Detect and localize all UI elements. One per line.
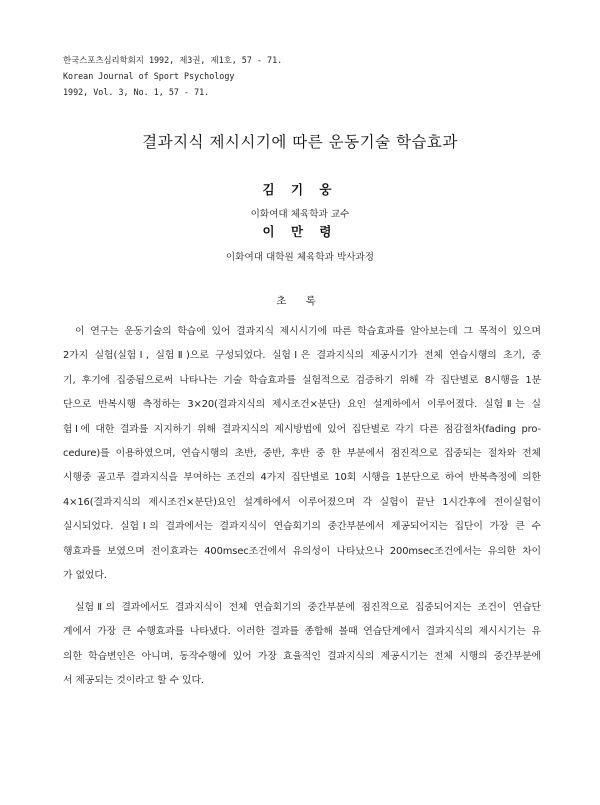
abstract-line: cedure)를 이용하였으며, 연습시행의 초반, 중반, 후반 중 한 부분에서 점진적으로 집중되는 절차와 전체: [63, 447, 541, 459]
author-name-1: 김 기 웅: [262, 182, 338, 197]
abstract-line: 의한 학습변인은 아니며, 동작수행에 있어 가장 효율적인 결과지식의 제공시기는 전체 시행의 중간부분에: [63, 650, 541, 662]
author-affiliation-1: 이화여대 체육학과 교수: [250, 209, 350, 220]
abstract-line: 2가지 실험(실험Ⅰ, 실험Ⅱ)으로 구성되었다. 실험Ⅰ은 결과지식의 제공시기가 전체 연습시행의 초기, 중: [63, 350, 541, 362]
abstract-paragraph-1: [63, 320, 541, 588]
abstract-line: 실시되었다. 실험Ⅰ의 결과에서는 결과지식이 연습회기의 중간부분에서 제공되어지는 집단이 가장 큰 수: [63, 521, 541, 533]
abstract-line: 험Ⅰ에 대한 결과를 지지하기 위해 결과지식의 제시방법에 있어 집단별로 각기 다른 점감절차(fading pro-: [63, 423, 541, 435]
journal-header: [63, 52, 282, 100]
journal-name-english: Korean Journal of Sport Psychology: [63, 71, 235, 81]
journal-citation-korean: 한국스포츠심리학회지 1992, 제3권, 제1호, 57 - 71.: [63, 55, 283, 65]
abstract-line: 시행중 골고루 결과지식을 부여하는 조건의 4가지 집단별로 10회 시행을 1분단으로 하여 반복측정에 의한: [63, 472, 541, 484]
journal-citation-english: 1992, Vol. 3, No. 1, 57 - 71.: [63, 87, 210, 97]
paper-title: 결과지식 제시시기에 따른 운동기술 학습효과: [142, 133, 458, 151]
abstract-line: 기, 후기에 집중됨으로써 나타나는 기술 학습효과를 실험적으로 검증하기 위해 각 집단별로 8시행을 1분: [63, 374, 541, 386]
abstract-line: 단으로 반복시행 측정하는 3×20(결과지식의 제시조건×분단) 요인 설계하에서 이루어졌다. 실험Ⅱ는 실: [63, 399, 541, 411]
abstract-line: 행효과를 보였으며 전이효과는 400msec조건에서 유의성이 나타났으나 200msec조건에서는 유의한 차이: [63, 545, 541, 557]
author-name-2: 이 만 령: [262, 224, 338, 239]
author-affiliation-2: 이화여대 대학원 체육학과 박사과정: [225, 252, 375, 263]
abstract-line: 서 제공되는 것이라고 할 수 있다.: [63, 675, 204, 687]
abstract-line: 이 연구는 운동기술의 학습에 있어 결과지식 제시시기에 따른 학습효과를 알아보는데 그 목적이 있으며: [75, 326, 541, 337]
abstract-line: 4×16(결과지식의 제시조건×분단)요인 설계하에서 이루어졌으며 각 실험이 끝난 1시간후에 전이실험이: [63, 496, 541, 508]
abstract-line: 가 없었다.: [63, 569, 107, 581]
abstract-line: 계에서 가장 큰 수행효과를 나타냈다. 이러한 결과를 종합해 볼때 연습단계에서 결과지식의 제시시기는 유: [63, 626, 541, 638]
abstract-heading: 초 록: [276, 295, 324, 307]
abstract-paragraph-2: [63, 596, 541, 694]
abstract-line: 실험Ⅱ의 결과에서도 결과지식이 전체 연습회기의 중간부분에 점진적으로 집중되어지는 조건이 연습단: [75, 602, 541, 613]
